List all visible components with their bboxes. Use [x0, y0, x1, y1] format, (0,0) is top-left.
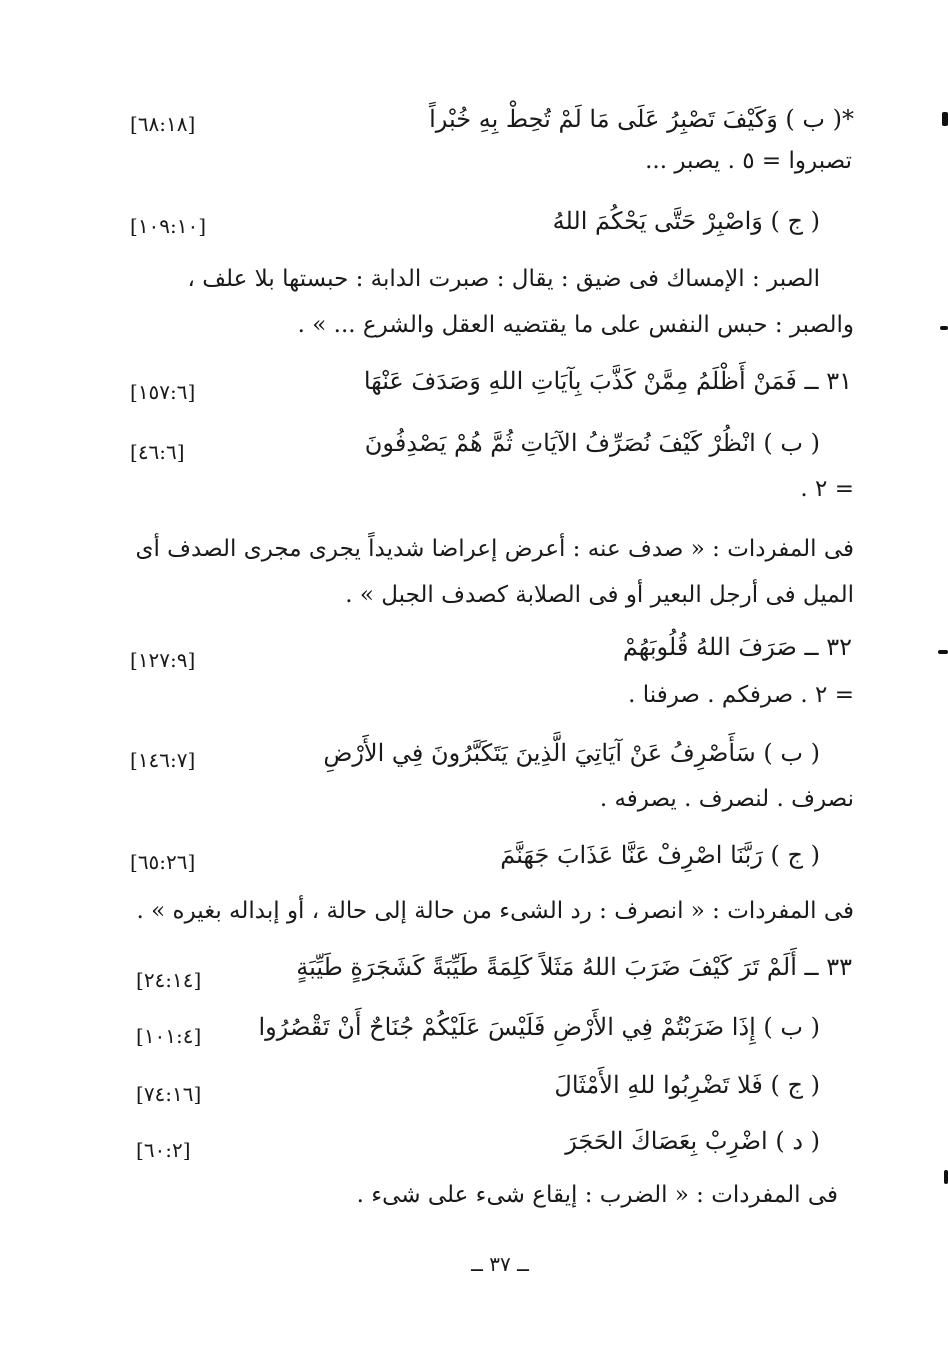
verse-reference: [١٠٩:١٠]: [130, 214, 207, 238]
verse-line: ( ج ) وَاصْبِرْ حَتَّى يَحْكُمَ اللهُ: [552, 207, 820, 235]
scan-mark: [942, 112, 948, 126]
verse-line: ( ب ) إِذَا ضَرَبْتُمْ فِي الأَرْضِ فَلَيْسَ عَلَيْكُمْ جُنَاحٌ أَنْ تَقْصُرُوا: [258, 1013, 820, 1041]
scan-mark: [944, 1170, 948, 1184]
verse-line: *( ب ) وَكَيْفَ تَصْبِرُ عَلَى مَا لَمْ تُحِطْ بِهِ خُبْراً: [429, 105, 854, 133]
text-line: والصبر : حبس النفس على ما يقتضيه العقل والشرع ... » .: [297, 312, 854, 338]
text-line: الميل فى أرجل البعير أو فى الصلابة كصدف الجبل » .: [345, 582, 854, 608]
verse-line: ( ب ) سَأَصْرِفُ عَنْ آيَاتِيَ الَّذِينَ يَتَكَبَّرُونَ فِي الأَرْضِ: [323, 739, 820, 767]
verse-reference: [٧٤:١٦]: [136, 1082, 202, 1106]
scan-mark: [938, 650, 948, 654]
text-line: الصبر : الإمساك فى ضيق : يقال : صبرت الدابة : حبستها بلا علف ،: [187, 266, 820, 292]
scan-mark: [940, 326, 948, 330]
text-line: فى المفردات : « صدف عنه : أعرض إعراضا شديداً يجرى مجرى الصدف أى: [135, 536, 854, 562]
verse-line: ٣١ ــ فَمَنْ أَظْلَمُ مِمَّنْ كَذَّبَ بِآيَاتِ اللهِ وَصَدَفَ عَنْهَا: [363, 367, 852, 395]
text-line: نصرف . لنصرف . يصرفه .: [599, 786, 854, 812]
verse-line: ٣٣ ــ أَلَمْ تَرَ كَيْفَ ضَرَبَ اللهُ مَثَلاً كَلِمَةً طَيِّبَةً كَشَجَرَةٍ طَيِّبَةٍ: [296, 953, 852, 981]
text-line: = ٢ . صرفكم . صرفنا .: [628, 682, 854, 708]
verse-line: ٣٢ ــ صَرَفَ اللهُ قُلُوبَهُمْ: [622, 633, 852, 661]
verse-line: ( ج ) رَبَّنَا اصْرِفْ عَنَّا عَذَابَ جَهَنَّمَ: [500, 841, 820, 869]
verse-reference: [٦٥:٢٦]: [130, 850, 196, 874]
verse-reference: [١٢٧:٩]: [130, 648, 196, 672]
verse-reference: [٦٨:١٨]: [130, 112, 196, 136]
verse-reference: [١٤٦:٧]: [130, 748, 196, 772]
verse-reference: [٤٦:٦]: [130, 440, 185, 464]
verse-reference: [١٠١:٤]: [136, 1024, 202, 1048]
text-line: فى المفردات : « انصرف : رد الشىء من حالة إلى حالة ، أو إبداله بغيره » .: [136, 898, 854, 924]
verse-reference: [٢٤:١٤]: [136, 968, 202, 992]
page-number: ــ ٣٧ ــ: [471, 1252, 529, 1276]
verse-line: ( د ) اضْرِبْ بِعَصَاكَ الحَجَرَ: [565, 1127, 820, 1155]
verse-reference: [١٥٧:٦]: [130, 380, 196, 404]
text-line: = ٢ .: [800, 476, 854, 502]
verse-line: ( ج ) فَلا تَضْرِبُوا للهِ الأَمْثَالَ: [554, 1071, 820, 1099]
verse-line: ( ب ) انْظُرْ كَيْفَ نُصَرِّفُ الآيَاتِ ثُمَّ هُمْ يَصْدِفُونَ: [364, 429, 820, 457]
text-line: تصبروا = ٥ . يصبر ...: [645, 148, 852, 174]
text-line: فى المفردات : « الضرب : إيقاع شىء على شىء .: [356, 1182, 838, 1208]
verse-reference: [٦٠:٢]: [136, 1138, 191, 1162]
